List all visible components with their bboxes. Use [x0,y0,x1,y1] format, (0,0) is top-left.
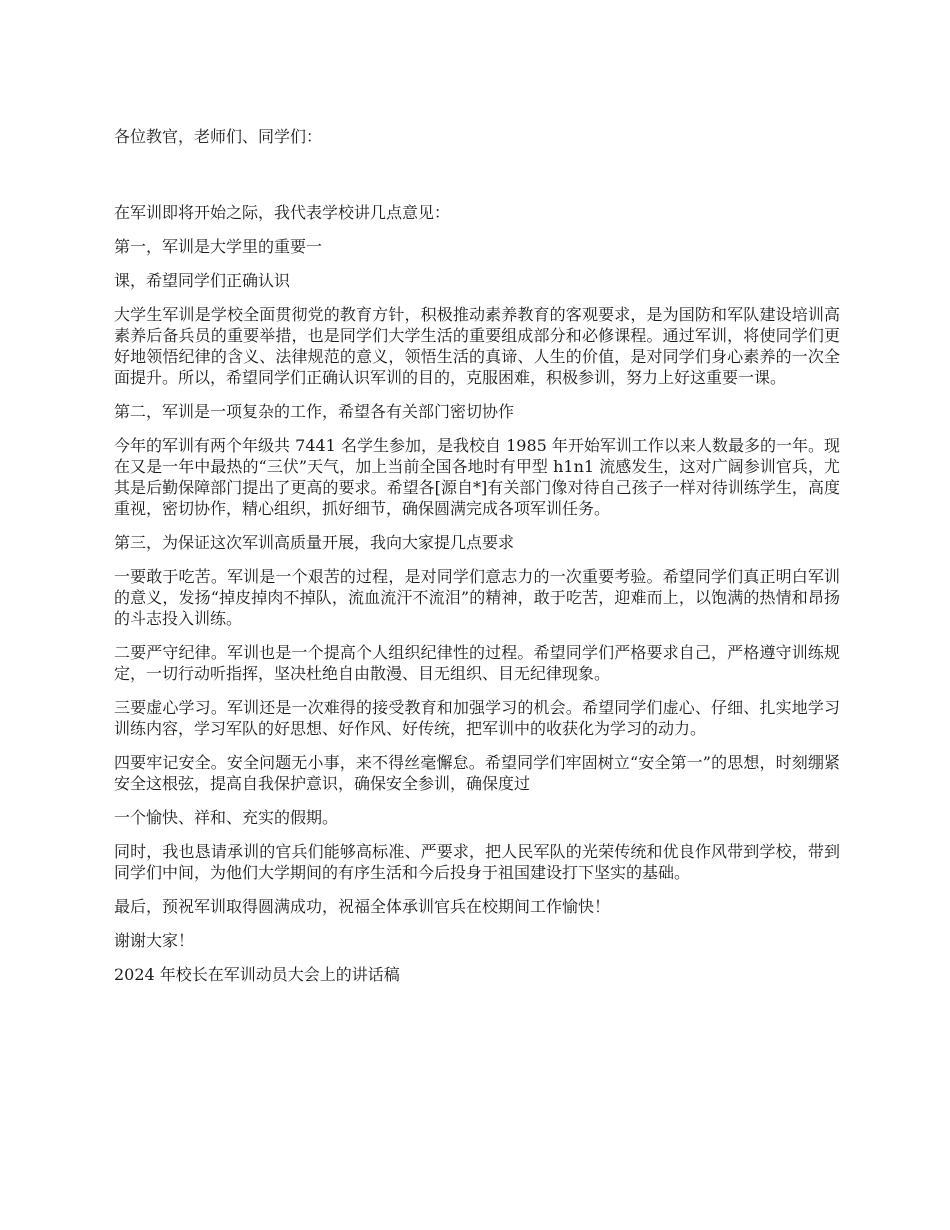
section-one-body: 大学生军训是学校全面贯彻党的教育方针，积极推动素养教育的客观要求，是为国防和军队建设培训高素养后备兵员的重要举措，也是同学们大学生活的重要组成部分和必修课程。通过军训，将使同学们更好地领悟纪律的含义、法律规范的意义，领悟生活的真谛、人生的价值，是对同学们身心素养的一次全面提升。所以，希望同学们正确认识军训的目的，克服困难，积极参训，努力上好这重要一课。 [114,305,840,387]
requirement-three: 三要虚心学习。军训还是一次难得的接受教育和加强学习的机会。希望同学们虚心、仔细、扎实地学习训练内容，学习军队的好思想、好作风、好传统，把军训中的收获化为学习的动力。 [114,698,840,738]
request-to-officers: 同时，我也恳请承训的官兵们能够高标准、严要求，把人民军队的光荣传统和优良作风带到学校，带到同学们中间，为他们大学期间的有序生活和今后投身于祖国建设打下坚实的基础。 [114,842,840,882]
section-one-heading-part-2: 课，希望同学们正确认识 [114,271,291,290]
closing-wishes: 最后，预祝军训取得圆满成功，祝福全体承训官兵在校期间工作愉快！ [114,897,611,916]
requirement-one: 一要敢于吃苦。军训是一个艰苦的过程，是对同学们意志力的一次重要考验。希望同学们真正明白军训的意义，发扬“掉皮掉肉不掉队，流血流汗不流泪”的精神，敢于吃苦，迎难而上，以饱满的热情和昂扬的斗志投入训练。 [114,567,840,628]
section-three-heading: 第三，为保证这次军训高质量开展，我向大家提几点要求 [114,533,515,552]
salutation: 各位教官，老师们、同学们： [114,127,323,146]
requirement-four: 四要牢记安全。安全问题无小事，来不得丝毫懈怠。希望同学们牢固树立“安全第一”的思想，时刻绷紧安全这根弦，提高自我保护意识，确保安全参训，确保度过 [114,753,840,793]
section-two-heading: 第二，军训是一项复杂的工作，希望各有关部门密切协作 [114,402,515,421]
requirement-four-continued: 一个愉快、祥和、充实的假期。 [114,808,339,827]
section-two-body: 今年的军训有两个年级共 7441 名学生参加，是我校自 1985 年开始军训工作以来人数最多的一年。现在又是一年中最热的“三伏”天气，加上当前全国各地时有甲型 h1n1 流感发生，这对广阔参训官兵，尤其是后勤保障部门提出了更高的要求。希望各[源自*]有关部门像对待自己孩子一样对待训练学生，高度重视，密切协作，精心组织，抓好细节，确保圆满完成各项军训任务。 [114,436,840,518]
document-title-footer: 2024 年校长在军训动员大会上的讲话稿 [114,965,400,984]
thanks: 谢谢大家！ [114,931,195,950]
section-one-heading-part-1: 第一，军训是大学里的重要一 [114,237,323,256]
document-page [114,126,840,998]
intro-paragraph: 在军训即将开始之际，我代表学校讲几点意见： [114,203,451,222]
requirement-two: 二要严守纪律。军训也是一个提高个人组织纪律性的过程。希望同学们严格要求自己，严格遵守训练规定，一切行动听指挥，坚决杜绝自由散漫、目无组织、目无纪律现象。 [114,643,840,683]
